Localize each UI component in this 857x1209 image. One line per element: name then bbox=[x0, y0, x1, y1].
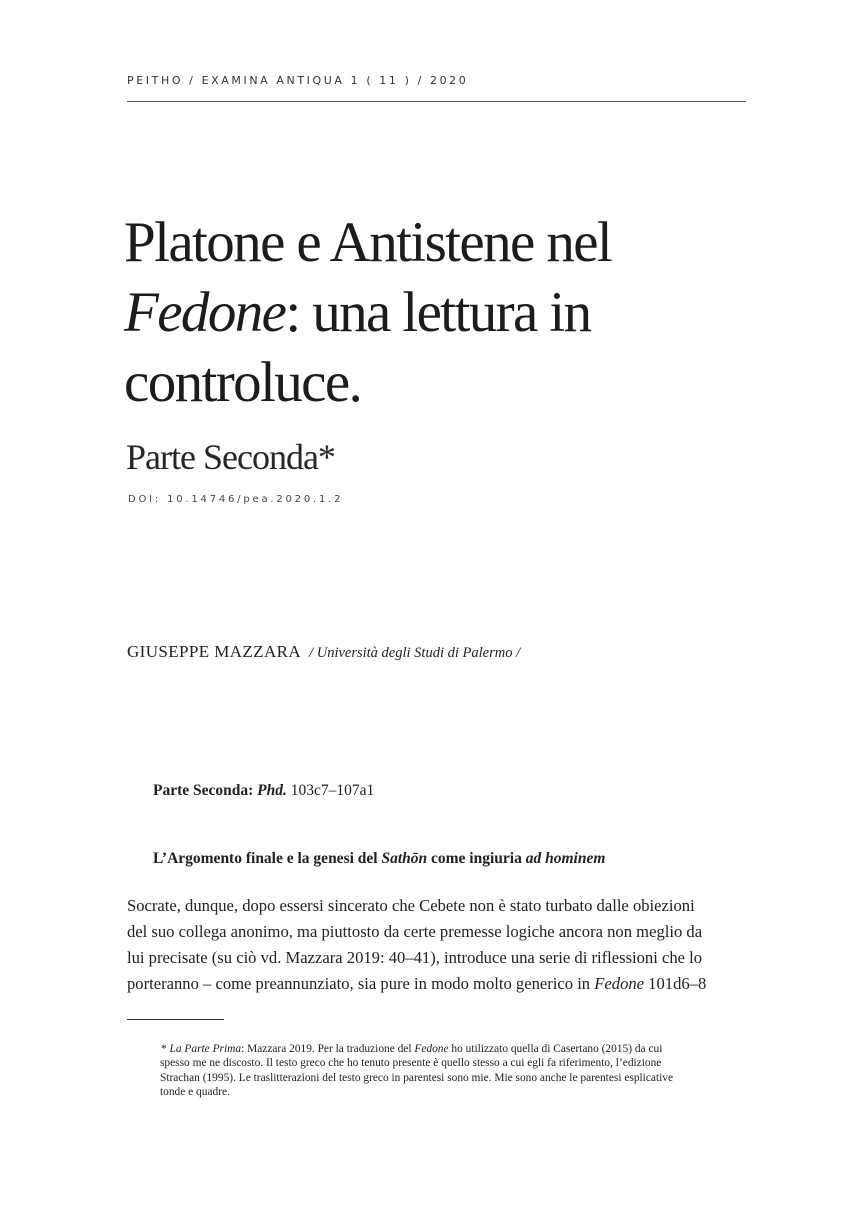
title-line-1: Platone e Antistene nel bbox=[124, 211, 612, 274]
body-paragraph bbox=[127, 893, 749, 997]
body-line: Socrate, dunque, dopo essersi sincerato che Cebete non è stato turbato dalle obiezioni bbox=[127, 896, 695, 915]
section-heading bbox=[153, 782, 374, 800]
section-range: 103c7–107a1 bbox=[286, 782, 375, 799]
author-name: GIUSEPPE MAZZARA bbox=[127, 642, 302, 661]
doi-link[interactable]: DOI: 10.14746/pea.2020.1.2 bbox=[128, 494, 344, 505]
title-line-3: controluce. bbox=[124, 351, 362, 414]
footnote-line: tonde e quadre. bbox=[160, 1085, 230, 1098]
footnote-divider bbox=[127, 1019, 224, 1020]
body-line: lui precisate (su ciò vd. Mazzara 2019: 40–41), introduce una serie di riflessioni che lo bbox=[127, 948, 703, 967]
article-subtitle: Parte Seconda* bbox=[126, 437, 335, 477]
subsection-text-1: L’Argomento finale e la genesi del bbox=[153, 850, 382, 867]
footnote-text-2: ho utilizzato quella di Casertano (2015) da cui bbox=[448, 1043, 663, 1055]
footnote-line bbox=[161, 1042, 751, 1056]
subsection-heading bbox=[153, 850, 605, 868]
body-line: del suo collega anonimo, ma piuttosto da certe premesse logiche ancora non meglio da bbox=[127, 922, 703, 941]
title-line-2: : una lettura in bbox=[285, 281, 591, 344]
subsection-phrase: ad hominem bbox=[525, 850, 606, 867]
article-title bbox=[124, 208, 764, 418]
title-work-name: Fedone bbox=[124, 281, 286, 344]
body-work-name: Fedone bbox=[594, 974, 645, 993]
author-affiliation: / Università degli Studi di Palermo / bbox=[309, 645, 521, 661]
footnote-ref: La Parte Prima bbox=[169, 1043, 242, 1055]
section-abbr: Phd. bbox=[257, 782, 287, 799]
section-label: Parte Seconda: bbox=[153, 782, 258, 799]
footnote-line: spesso me ne discosto. Il testo greco che ho tenuto presente è quello stesso a cui egli fa riferimento, l’edizione bbox=[160, 1057, 662, 1070]
author-line bbox=[127, 642, 520, 662]
footnote bbox=[161, 1042, 751, 1099]
body-line-4-end: 101d6–8 bbox=[644, 974, 707, 993]
body-line-4-start: porteranno – come preannunziato, sia pure in modo molto generico in bbox=[127, 974, 595, 993]
running-head: PEITHO / EXAMINA ANTIQUA 1 ( 11 ) / 2020 bbox=[127, 74, 469, 87]
footnote-text-1: : Mazzara 2019. Per la traduzione del bbox=[241, 1043, 415, 1055]
subsection-term: Sathōn bbox=[381, 850, 428, 867]
header-divider bbox=[127, 101, 746, 102]
footnote-marker: * bbox=[161, 1043, 170, 1055]
body-line bbox=[127, 971, 749, 997]
footnote-work: Fedone bbox=[414, 1043, 449, 1055]
footnote-line: Strachan (1995). Le traslitterazioni del testo greco in parentesi sono mie. Mie sono anche le parentesi esplicative bbox=[160, 1071, 674, 1084]
subsection-text-2: come ingiuria bbox=[427, 850, 526, 867]
